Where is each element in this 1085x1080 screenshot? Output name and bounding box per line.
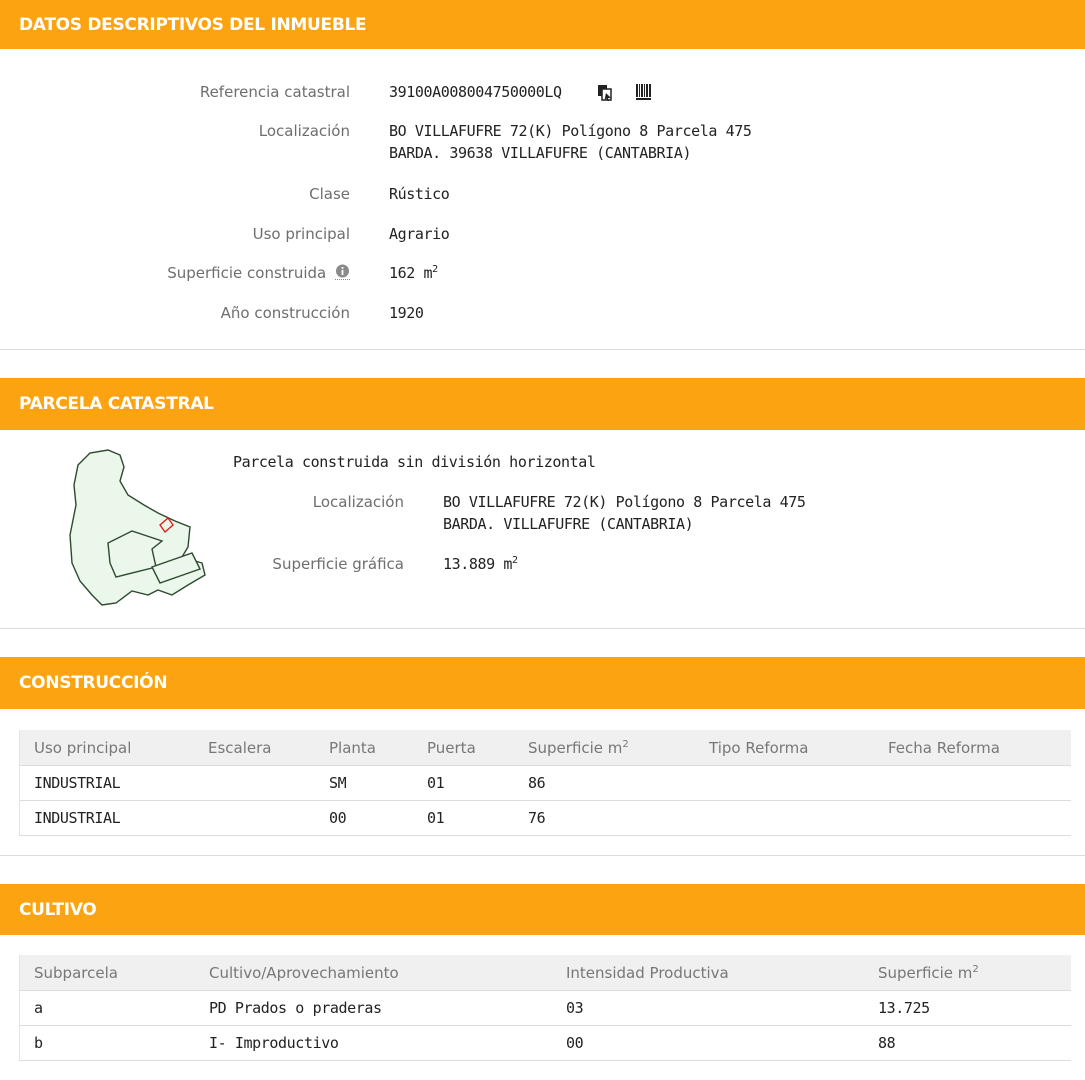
copy-icon[interactable] [597,84,615,106]
label-parcela-localizacion: Localización [312,493,404,511]
value-superficie-construida [389,264,438,282]
table-row [20,801,1072,836]
label-superficie-grafica: Superficie gráfica [272,555,404,573]
column-header: Intensidad Productiva [552,955,864,991]
value-parcela-localizacion-line1: BO VILLAFUFRE 72(K) Polígono 8 Parcela 475 [443,493,806,511]
table-cell: SM [315,766,413,801]
column-header: Puerta [413,730,514,766]
value-superficie-grafica [443,555,518,573]
info-icon[interactable] [335,264,350,284]
table-cell: 03 [552,991,864,1026]
construccion-table [19,730,1071,836]
table-header-row [20,955,1072,991]
table-cell: 00 [552,1026,864,1061]
table-cell: 76 [514,801,695,836]
table-cell [194,766,315,801]
value-uso-principal: Agrario [389,225,450,243]
table-row [20,991,1072,1026]
value-localizacion-line2: BARDA. 39638 VILLAFUFRE (CANTABRIA) [389,144,692,162]
column-header: Uso principal [20,730,195,766]
label-localizacion: Localización [258,122,350,140]
column-header: Subparcela [20,955,196,991]
table-cell: 86 [514,766,695,801]
label-uso-principal: Uso principal [252,225,350,243]
section-header-cultivo [0,884,1085,935]
section-header-parcela [0,378,1085,430]
column-header [864,955,1071,991]
section-header-construccion [0,657,1085,709]
column-header [514,730,695,766]
superficie-construida-sup: 2 [432,264,438,275]
divider [0,349,1085,350]
section-title: PARCELA CATASTRAL [19,394,214,414]
table-header-row [20,730,1072,766]
label-referencia: Referencia catastral [199,83,350,101]
column-header: Cultivo/Aprovechamiento [195,955,552,991]
column-header: Tipo Reforma [695,730,874,766]
table-cell [874,801,1071,836]
table-cell: 01 [413,766,514,801]
table-cell: 13.725 [864,991,1071,1026]
table-cell: INDUSTRIAL [20,766,195,801]
label-anio-construccion: Año construcción [220,304,350,322]
superficie-grafica-sup: 2 [512,555,518,566]
barcode-icon[interactable] [635,83,653,105]
superficie-grafica-number: 13.889 m [443,555,513,573]
value-anio-construccion: 1920 [389,304,424,322]
value-clase: Rústico [389,185,450,203]
divider [0,855,1085,856]
parcel-map[interactable] [60,445,220,615]
label-superficie-construida-text: Superficie construida [167,264,327,282]
table-cell [194,801,315,836]
column-header-sup: 2 [972,963,979,975]
table-cell [695,801,874,836]
column-header: Fecha Reforma [874,730,1071,766]
table-cell: INDUSTRIAL [20,801,195,836]
divider [0,628,1085,629]
column-header: Planta [315,730,413,766]
section-title: CULTIVO [19,899,97,920]
table-row [20,766,1072,801]
table-cell [695,766,874,801]
table-cell: 88 [864,1026,1071,1061]
value-parcela-localizacion-line2: BARDA. VILLAFUFRE (CANTABRIA) [443,515,694,533]
table-cell: 00 [315,801,413,836]
superficie-construida-number: 162 m [389,264,433,282]
table-cell: I- Improductivo [195,1026,552,1061]
table-cell [874,766,1071,801]
section-title: CONSTRUCCIÓN [19,673,168,693]
table-cell: PD Prados o praderas [195,991,552,1026]
value-localizacion-line1: BO VILLAFUFRE 72(K) Polígono 8 Parcela 475 [389,122,752,140]
section-title: DATOS DESCRIPTIVOS DEL INMUEBLE [19,14,367,35]
table-cell: 01 [413,801,514,836]
parcel-outline [70,450,205,605]
label-superficie-construida [167,264,350,284]
table-cell: b [20,1026,196,1061]
column-header-sup: 2 [622,738,629,750]
column-header-text: Superficie m [528,738,623,757]
section-header-descriptive [0,0,1085,49]
cultivo-table [19,955,1071,1061]
value-referencia[interactable]: 39100A008004750000LQ [389,83,562,101]
table-row [20,1026,1072,1061]
table-cell: a [20,991,196,1026]
column-header-text: Superficie m [878,963,973,982]
label-clase: Clase [309,185,350,203]
parcela-description: Parcela construida sin división horizontal [233,453,596,471]
column-header: Escalera [194,730,315,766]
